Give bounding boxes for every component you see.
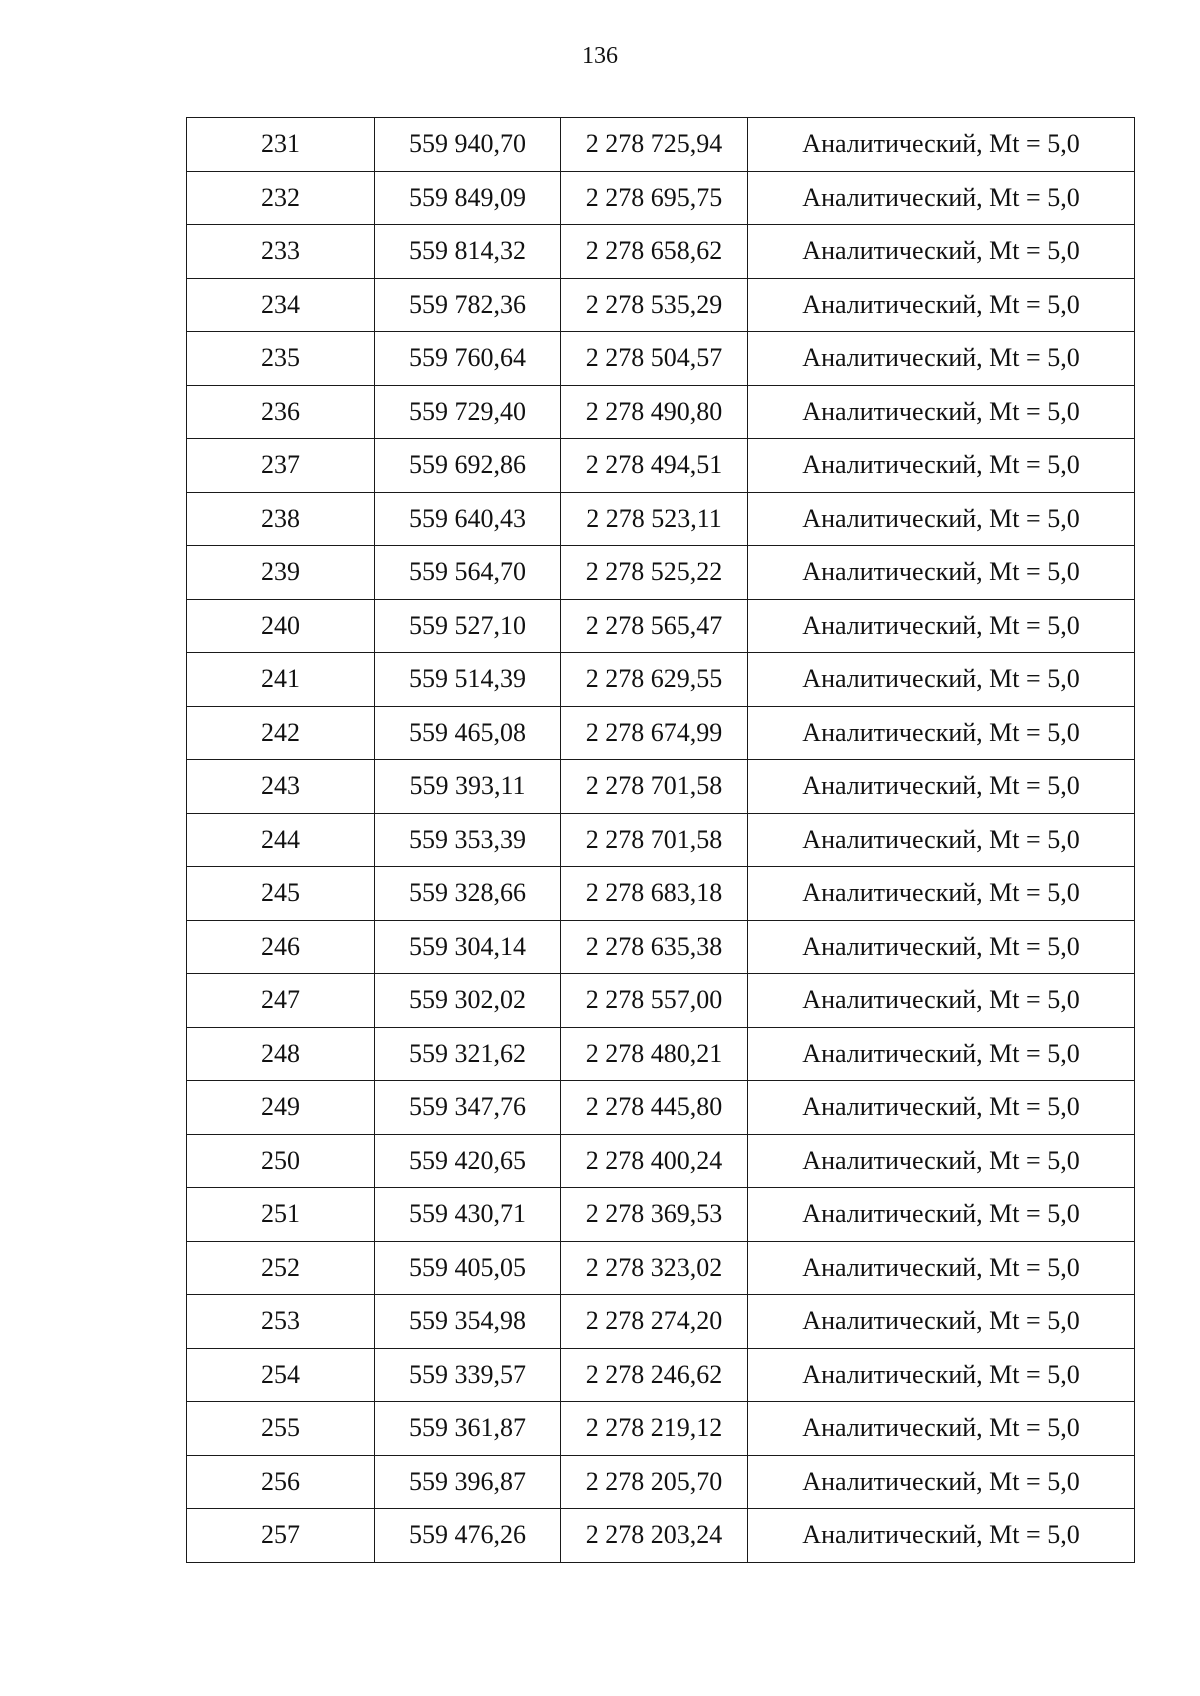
point-number-cell: 242 [187, 706, 375, 760]
y-coordinate-cell: 2 278 504,57 [561, 332, 748, 386]
x-coordinate-cell: 559 564,70 [375, 546, 561, 600]
point-number-cell: 248 [187, 1027, 375, 1081]
x-coordinate-cell: 559 353,39 [375, 813, 561, 867]
y-coordinate-cell: 2 278 490,80 [561, 385, 748, 439]
method-cell: Аналитический, Mt = 5,0 [748, 439, 1135, 493]
table-row [187, 867, 1135, 921]
point-number-cell: 252 [187, 1241, 375, 1295]
method-cell: Аналитический, Mt = 5,0 [748, 1509, 1135, 1563]
point-number-cell: 239 [187, 546, 375, 600]
y-coordinate-cell: 2 278 523,11 [561, 492, 748, 546]
y-coordinate-cell: 2 278 480,21 [561, 1027, 748, 1081]
x-coordinate-cell: 559 640,43 [375, 492, 561, 546]
point-number-cell: 257 [187, 1509, 375, 1563]
y-coordinate-cell: 2 278 557,00 [561, 974, 748, 1028]
point-number-cell: 245 [187, 867, 375, 921]
method-cell: Аналитический, Mt = 5,0 [748, 278, 1135, 332]
x-coordinate-cell: 559 430,71 [375, 1188, 561, 1242]
x-coordinate-cell: 559 420,65 [375, 1134, 561, 1188]
y-coordinate-cell: 2 278 246,62 [561, 1348, 748, 1402]
table-row [187, 546, 1135, 600]
y-coordinate-cell: 2 278 674,99 [561, 706, 748, 760]
point-number-cell: 255 [187, 1402, 375, 1456]
method-cell: Аналитический, Mt = 5,0 [748, 118, 1135, 172]
method-cell: Аналитический, Mt = 5,0 [748, 1241, 1135, 1295]
x-coordinate-cell: 559 465,08 [375, 706, 561, 760]
y-coordinate-cell: 2 278 525,22 [561, 546, 748, 600]
point-number-cell: 237 [187, 439, 375, 493]
method-cell: Аналитический, Mt = 5,0 [748, 867, 1135, 921]
point-number-cell: 250 [187, 1134, 375, 1188]
y-coordinate-cell: 2 278 701,58 [561, 813, 748, 867]
method-cell: Аналитический, Mt = 5,0 [748, 706, 1135, 760]
y-coordinate-cell: 2 278 205,70 [561, 1455, 748, 1509]
coordinates-table [186, 117, 1135, 1563]
x-coordinate-cell: 559 405,05 [375, 1241, 561, 1295]
point-number-cell: 244 [187, 813, 375, 867]
method-cell: Аналитический, Mt = 5,0 [748, 492, 1135, 546]
page-number: 136 [582, 43, 618, 69]
x-coordinate-cell: 559 347,76 [375, 1081, 561, 1135]
point-number-cell: 238 [187, 492, 375, 546]
table-row [187, 1295, 1135, 1349]
table-row [187, 1081, 1135, 1135]
y-coordinate-cell: 2 278 445,80 [561, 1081, 748, 1135]
method-cell: Аналитический, Mt = 5,0 [748, 1295, 1135, 1349]
table-row [187, 278, 1135, 332]
x-coordinate-cell: 559 729,40 [375, 385, 561, 439]
point-number-cell: 240 [187, 599, 375, 653]
table-row [187, 118, 1135, 172]
table-row [187, 1188, 1135, 1242]
method-cell: Аналитический, Mt = 5,0 [748, 332, 1135, 386]
method-cell: Аналитический, Mt = 5,0 [748, 1081, 1135, 1135]
point-number-cell: 233 [187, 225, 375, 279]
x-coordinate-cell: 559 321,62 [375, 1027, 561, 1081]
method-cell: Аналитический, Mt = 5,0 [748, 1027, 1135, 1081]
y-coordinate-cell: 2 278 635,38 [561, 920, 748, 974]
x-coordinate-cell: 559 302,02 [375, 974, 561, 1028]
point-number-cell: 234 [187, 278, 375, 332]
method-cell: Аналитический, Mt = 5,0 [748, 385, 1135, 439]
method-cell: Аналитический, Mt = 5,0 [748, 974, 1135, 1028]
y-coordinate-cell: 2 278 629,55 [561, 653, 748, 707]
y-coordinate-cell: 2 278 203,24 [561, 1509, 748, 1563]
y-coordinate-cell: 2 278 323,02 [561, 1241, 748, 1295]
table-row [187, 1241, 1135, 1295]
point-number-cell: 247 [187, 974, 375, 1028]
method-cell: Аналитический, Mt = 5,0 [748, 813, 1135, 867]
table-row [187, 706, 1135, 760]
x-coordinate-cell: 559 527,10 [375, 599, 561, 653]
x-coordinate-cell: 559 328,66 [375, 867, 561, 921]
table-row [187, 1134, 1135, 1188]
x-coordinate-cell: 559 396,87 [375, 1455, 561, 1509]
method-cell: Аналитический, Mt = 5,0 [748, 1402, 1135, 1456]
table-row [187, 599, 1135, 653]
method-cell: Аналитический, Mt = 5,0 [748, 171, 1135, 225]
method-cell: Аналитический, Mt = 5,0 [748, 599, 1135, 653]
y-coordinate-cell: 2 278 695,75 [561, 171, 748, 225]
x-coordinate-cell: 559 849,09 [375, 171, 561, 225]
x-coordinate-cell: 559 339,57 [375, 1348, 561, 1402]
y-coordinate-cell: 2 278 683,18 [561, 867, 748, 921]
table-row [187, 492, 1135, 546]
x-coordinate-cell: 559 393,11 [375, 760, 561, 814]
y-coordinate-cell: 2 278 725,94 [561, 118, 748, 172]
point-number-cell: 232 [187, 171, 375, 225]
point-number-cell: 251 [187, 1188, 375, 1242]
table-row [187, 1027, 1135, 1081]
method-cell: Аналитический, Mt = 5,0 [748, 225, 1135, 279]
y-coordinate-cell: 2 278 565,47 [561, 599, 748, 653]
table-body [187, 118, 1135, 1563]
table-row [187, 760, 1135, 814]
point-number-cell: 254 [187, 1348, 375, 1402]
point-number-cell: 243 [187, 760, 375, 814]
table-row [187, 1455, 1135, 1509]
point-number-cell: 246 [187, 920, 375, 974]
method-cell: Аналитический, Mt = 5,0 [748, 1134, 1135, 1188]
point-number-cell: 256 [187, 1455, 375, 1509]
table-row [187, 385, 1135, 439]
y-coordinate-cell: 2 278 535,29 [561, 278, 748, 332]
x-coordinate-cell: 559 814,32 [375, 225, 561, 279]
x-coordinate-cell: 559 940,70 [375, 118, 561, 172]
x-coordinate-cell: 559 476,26 [375, 1509, 561, 1563]
table-row [187, 920, 1135, 974]
x-coordinate-cell: 559 692,86 [375, 439, 561, 493]
table-row [187, 1402, 1135, 1456]
x-coordinate-cell: 559 514,39 [375, 653, 561, 707]
y-coordinate-cell: 2 278 219,12 [561, 1402, 748, 1456]
method-cell: Аналитический, Mt = 5,0 [748, 1348, 1135, 1402]
table-row [187, 439, 1135, 493]
y-coordinate-cell: 2 278 274,20 [561, 1295, 748, 1349]
table-row [187, 171, 1135, 225]
table-row [187, 1348, 1135, 1402]
point-number-cell: 231 [187, 118, 375, 172]
y-coordinate-cell: 2 278 494,51 [561, 439, 748, 493]
table-row [187, 813, 1135, 867]
point-number-cell: 253 [187, 1295, 375, 1349]
point-number-cell: 249 [187, 1081, 375, 1135]
point-number-cell: 235 [187, 332, 375, 386]
method-cell: Аналитический, Mt = 5,0 [748, 546, 1135, 600]
method-cell: Аналитический, Mt = 5,0 [748, 760, 1135, 814]
x-coordinate-cell: 559 354,98 [375, 1295, 561, 1349]
table-row [187, 332, 1135, 386]
x-coordinate-cell: 559 760,64 [375, 332, 561, 386]
x-coordinate-cell: 559 782,36 [375, 278, 561, 332]
y-coordinate-cell: 2 278 400,24 [561, 1134, 748, 1188]
x-coordinate-cell: 559 304,14 [375, 920, 561, 974]
y-coordinate-cell: 2 278 369,53 [561, 1188, 748, 1242]
table-row [187, 974, 1135, 1028]
table-row [187, 1509, 1135, 1563]
method-cell: Аналитический, Mt = 5,0 [748, 1188, 1135, 1242]
method-cell: Аналитический, Mt = 5,0 [748, 1455, 1135, 1509]
x-coordinate-cell: 559 361,87 [375, 1402, 561, 1456]
point-number-cell: 236 [187, 385, 375, 439]
point-number-cell: 241 [187, 653, 375, 707]
method-cell: Аналитический, Mt = 5,0 [748, 920, 1135, 974]
y-coordinate-cell: 2 278 658,62 [561, 225, 748, 279]
table-row [187, 653, 1135, 707]
y-coordinate-cell: 2 278 701,58 [561, 760, 748, 814]
method-cell: Аналитический, Mt = 5,0 [748, 653, 1135, 707]
table-row [187, 225, 1135, 279]
